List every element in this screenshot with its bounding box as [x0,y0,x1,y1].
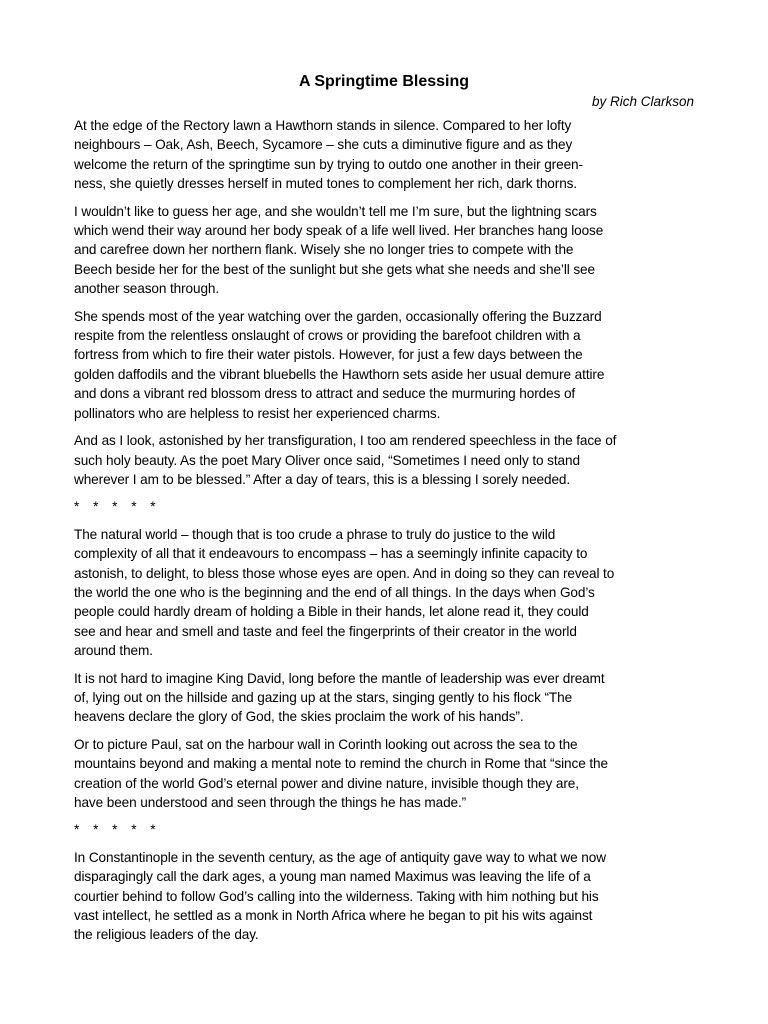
text-line: And as I look, astonished by her transfiguration, I too am rendered speechless in the face of [74,433,617,449]
text-line: mountains beyond and making a mental note to remind the church in Rome that “since the [74,756,608,772]
text-line: vast intellect, he settled as a monk in North Africa where he began to pit his wits against [74,908,593,924]
section-divider: * * * * * [74,822,161,838]
paragraph [74,848,699,945]
text-line: It is not hard to imagine King David, long before the mantle of leadership was ever dreamt [74,670,605,686]
text-line: people could hardly dream of holding a Bible in their hands, let alone read it, they could [74,604,589,620]
text-line: fortress from which to fire their water pistols. However, for just a few days between the [74,347,583,363]
paragraph [74,307,699,423]
text-line: golden daffodils and the vibrant bluebells the Hawthorn sets aside her usual demure attire [74,366,605,382]
text-line: complexity of all that it endeavours to encompass – has a seemingly infinite capacity to [74,546,588,562]
document-title: A Springtime Blessing [298,73,470,90]
text-line: Beech beside her for the best of the sunlight but she gets what she needs and she’ll see [74,261,595,277]
text-line: such holy beauty. As the poet Mary Oliver once said, “Sometimes I need only to stand [74,452,580,468]
text-line: heavens declare the glory of God, the skies proclaim the work of his hands”. [74,709,524,725]
text-line: welcome the return of the springtime sun by trying to outdo one another in their green- [74,156,583,172]
text-line: In Constantinople in the seventh century, as the age of antiquity gave way to what we now [74,849,606,865]
text-line: neighbours – Oak, Ash, Beech, Sycamore – she cuts a diminutive figure and as they [74,137,573,153]
paragraph [74,525,699,661]
text-line: creation of the world God’s eternal power and divine nature, invisible though they are, [74,775,579,791]
text-line: I wouldn’t like to guess her age, and she wouldn’t tell me I’m sure, but the lightning scars [74,203,597,219]
text-line: disparagingly call the dark ages, a young man named Maximus was leaving the life of a [74,869,591,885]
document-byline: by Rich Clarkson [591,94,694,109]
text-line: At the edge of the Rectory lawn a Hawthorn stands in silence. Compared to her lofty [74,118,572,133]
text-line: astonish, to delight, to bless those whose eyes are open. And in doing so they can reveal to [74,565,615,581]
paragraph [74,669,699,727]
text-line: pollinators who are helpless to resist her experienced charms. [74,405,441,421]
paragraph [74,202,699,299]
text-line: and dons a vibrant red blossom dress to attract and seduce the murmuring hordes of [74,386,576,402]
text-line: another season through. [74,281,220,297]
text-line: see and hear and smell and taste and feel the fingerprints of their creator in the world [74,623,577,639]
text-line: around them. [74,643,153,659]
text-line: have been understood and seen through the things he has made.” [74,795,467,810]
text-line: Or to picture Paul, sat on the harbour wall in Corinth looking out across the sea to the [74,736,578,752]
text-line: The natural world – though that is too crude a phrase to truly do justice to the wild [74,526,556,542]
text-line: and carefree down her northern flank. Wisely she no longer tries to compete with the [74,242,574,258]
section-divider: * * * * * [74,499,161,515]
paragraph [74,116,699,194]
text-line: respite from the relentless onslaught of crows or providing the barefoot children with a [74,328,581,344]
text-line: the world the one who is the beginning and the end of all things. In the days when God’s [74,584,595,600]
text-line: courtier behind to follow God’s calling into the wilderness. Taking with him nothing but his [74,888,599,904]
text-line: which wend their way around her body speak of a life well lived. Her branches hang loose [74,223,604,239]
text-line: ness, she quietly dresses herself in muted tones to complement her rich, dark thorns. [74,176,578,192]
paragraph [74,431,699,489]
text-line: wherever I am to be blessed.” After a day of tears, this is a blessing I sorely needed. [74,471,571,487]
paragraph [74,735,699,813]
text-line: of, lying out on the hillside and gazing up at the stars, singing gently to his flock “The [74,689,573,705]
text-line: the religious leaders of the day. [74,927,259,943]
text-line: She spends most of the year watching over the garden, occasionally offering the Buzzard [74,308,602,324]
document-body [74,116,699,953]
